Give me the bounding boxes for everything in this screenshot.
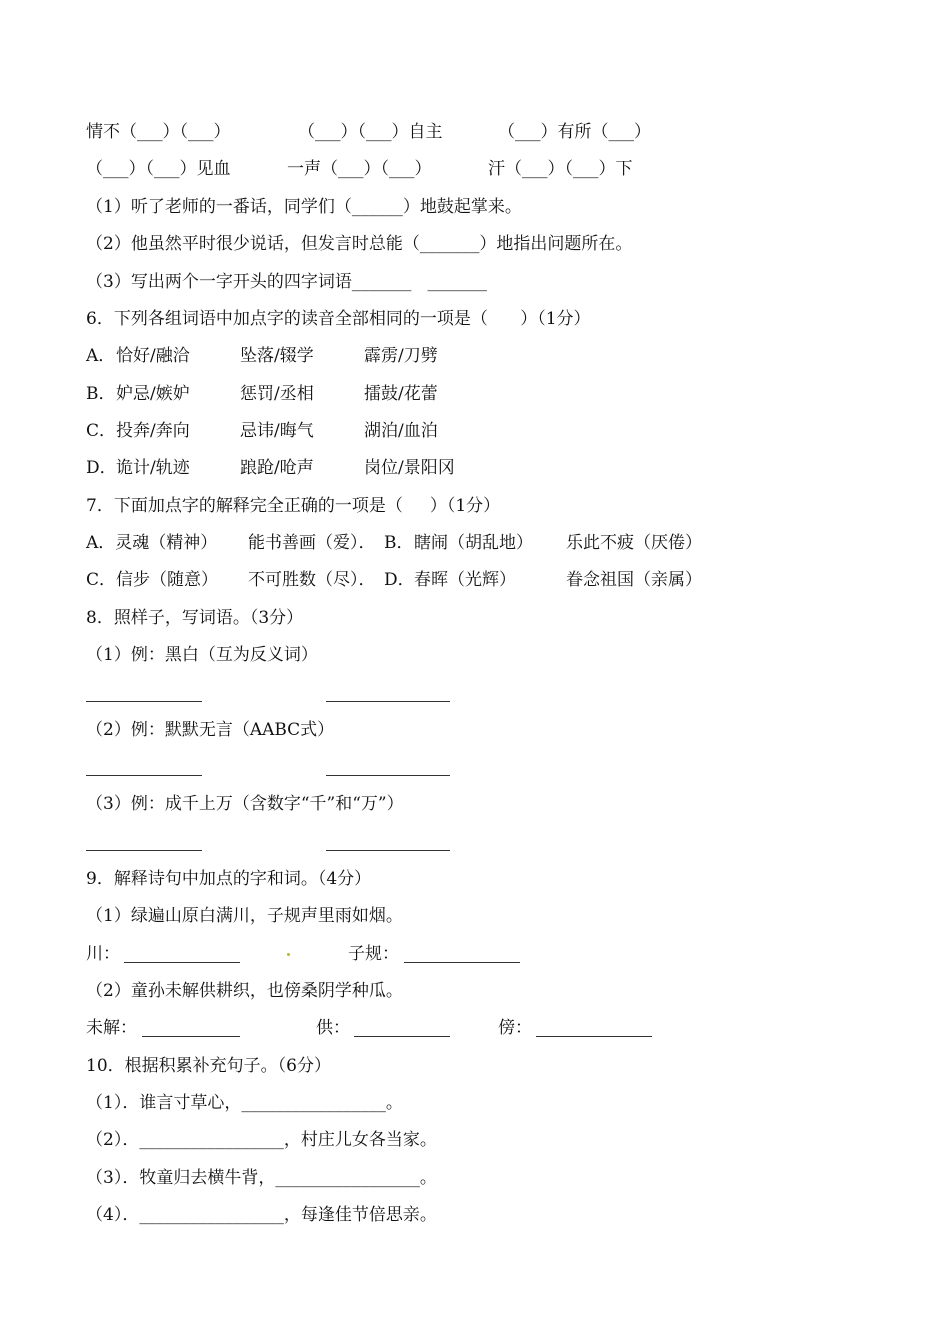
q10-sentence-3: （3）．牧童归去横牛背，_________________。	[86, 1168, 437, 1188]
answer-line	[142, 1036, 240, 1037]
answer-line	[326, 701, 450, 702]
q7-option-a-item-2: 能书善画（爱）．	[248, 533, 376, 553]
q7-option-d-item-2: 眷念祖国（亲属）	[566, 570, 702, 590]
option-item: 恰好/融洽	[116, 346, 190, 366]
q5-sentence-1: （1）听了老师的一番话，同学们（______）地鼓起掌来。	[86, 197, 522, 217]
idiom-blank-6: 汗（___）（___）下	[488, 159, 633, 179]
option-item: 妒忌/嫉妒	[116, 384, 190, 404]
q8-example-3: （3）例：成千上万（含数字“千”和“万”）	[86, 794, 404, 814]
q9-label-gong: 供：	[316, 1018, 350, 1038]
q10-sentence-2: （2）．_________________，村庄儿女各当家。	[86, 1130, 437, 1150]
option-item: 投奔/奔向	[116, 421, 190, 441]
q8-example-1: （1）例：黑白（互为反义词）	[86, 645, 318, 665]
q7-option-d-item-1: 春晖（光辉）	[414, 570, 516, 590]
q9-label-chuan: 川：	[86, 944, 120, 964]
q10-sentence-1: （1）．谁言寸草心，_________________。	[86, 1093, 403, 1113]
answer-line	[354, 1036, 450, 1037]
q9-label-zigui: 子规：	[348, 944, 399, 964]
option-item: 霹雳/刀劈	[364, 346, 438, 366]
option-item: 踉跄/呛声	[240, 458, 314, 478]
q9-label-bang: 傍：	[498, 1018, 532, 1038]
q7-option-b-label: B．	[384, 533, 414, 553]
option-item: 岗位/景阳冈	[364, 458, 455, 478]
answer-line	[326, 850, 450, 851]
option-item: 湖泊/血泊	[364, 421, 438, 441]
stray-dot	[287, 953, 290, 956]
idiom-blank-2: （___）（___）自主	[298, 122, 443, 142]
answer-line	[124, 962, 240, 963]
idiom-blank-4: （___）（___）见血	[86, 159, 231, 179]
q7-option-c-item-1: C．信步（随意）	[86, 570, 219, 590]
q9-title: 9．解释诗句中加点的字和词。（4分）	[86, 869, 372, 889]
q7-option-b-item-1: 瞎闹（胡乱地）	[414, 533, 533, 553]
answer-line	[326, 775, 450, 776]
q8-title: 8．照样子，写词语。（3分）	[86, 608, 304, 628]
answer-line	[86, 775, 202, 776]
option-item: 坠落/辍学	[240, 346, 314, 366]
q5-sentence-2: （2）他虽然平时很少说话，但发言时总能（_______）地指出问题所在。	[86, 234, 633, 254]
q6-title: 6．下列各组词语中加点字的读音全部相同的一项是（ ）（1分）	[86, 309, 591, 329]
q7-option-c-item-2: 不可胜数（尽）．	[248, 570, 376, 590]
option-label: A．	[86, 346, 116, 366]
q5-sentence-3: （3）写出两个一字开头的四字词语_______ _______	[86, 272, 488, 292]
q7-option-a-item-1: A．灵魂（精神）	[86, 533, 218, 553]
q10-sentence-4: （4）．_________________，每逢佳节倍思亲。	[86, 1205, 437, 1225]
option-label: D．	[86, 458, 117, 478]
q9-poem-1: （1）绿遍山原白满川，子规声里雨如烟。	[86, 906, 403, 926]
option-item: 惩罚/丞相	[240, 384, 314, 404]
option-label: B．	[86, 384, 116, 404]
answer-line	[86, 850, 202, 851]
q7-title: 7．下面加点字的解释完全正确的一项是（ ）（1分）	[86, 496, 501, 516]
answer-line	[86, 701, 202, 702]
q9-label-weijie: 未解：	[86, 1018, 137, 1038]
q10-title: 10．根据积累补充句子。（6分）	[86, 1056, 331, 1076]
answer-line	[404, 962, 520, 963]
option-item: 忌讳/晦气	[240, 421, 314, 441]
option-label: C．	[86, 421, 117, 441]
idiom-blank-3: （___）有所（___）	[498, 122, 651, 142]
idiom-blank-1: 情不（___）（___）	[86, 122, 231, 142]
option-item: 诡计/轨迹	[116, 458, 190, 478]
option-item: 擂鼓/花蕾	[364, 384, 438, 404]
idiom-blank-5: 一声（___）（___）	[287, 159, 432, 179]
q9-poem-2: （2）童孙未解供耕织，也傍桑阴学种瓜。	[86, 981, 403, 1001]
answer-line	[536, 1036, 652, 1037]
q8-example-2: （2）例：默默无言（AABC式）	[86, 720, 335, 740]
q7-option-b-item-2: 乐此不疲（厌倦）	[566, 533, 702, 553]
q7-option-d-label: D．	[384, 570, 415, 590]
